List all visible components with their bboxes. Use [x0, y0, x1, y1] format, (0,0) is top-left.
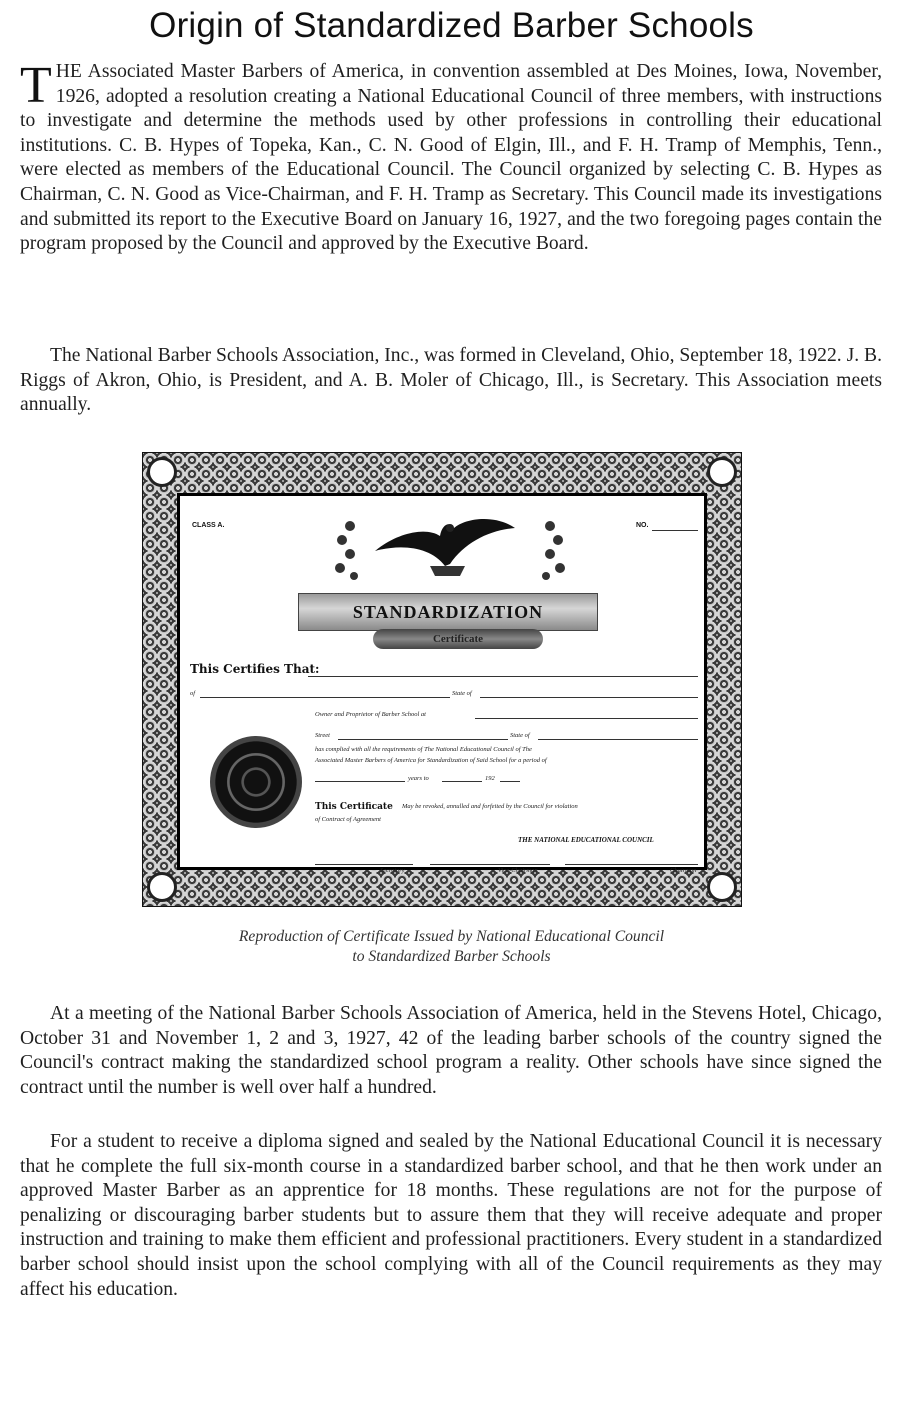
secretary-line: [315, 864, 413, 865]
corner-ornament-icon: [707, 872, 737, 902]
revocation-text: May be revoked, annulled and forfeited by the Council for violation: [402, 803, 578, 810]
corner-ornament-icon: [147, 457, 177, 487]
compliance-text-2: Associated Master Barbers of America for Standardization of Said School for a period of: [315, 757, 547, 764]
state-line: [480, 697, 698, 698]
laurel-right-icon: [530, 516, 580, 586]
paragraph-2: The National Barber Schools Association, Inc., was formed in Cleveland, Ohio, September 18, 1922. J. B. Riggs of Akron, Ohio, is President, and A. B. Moler of Chicago, Ill., is Secretary. This Association meets annually.: [20, 345, 882, 416]
owner-line: [475, 718, 698, 719]
name-line: [308, 676, 698, 677]
chairman-line: [565, 864, 698, 865]
owner-line-label: Owner and Proprietor of Barber School at: [315, 711, 426, 718]
of-label: of: [190, 690, 196, 697]
class-label: CLASS A.: [192, 522, 225, 529]
figure-caption: [0, 927, 903, 967]
certificate-panel: [180, 496, 704, 874]
certificate-image: [142, 452, 742, 907]
number-label: NO.: [636, 522, 649, 529]
number-line: [652, 530, 698, 531]
council-signature: THE NATIONAL EDUCATIONAL COUNCIL: [518, 836, 654, 844]
of-line: [200, 697, 450, 698]
corner-ornament-icon: [147, 872, 177, 902]
state-line-2: [538, 739, 698, 740]
caption-line-2: to Standardized Barber Schools: [352, 948, 551, 965]
revocation-text-2: of Contract of Agreement: [315, 816, 381, 823]
seal-icon: [210, 736, 302, 828]
paragraph-3: At a meeting of the National Barber Schools Association of America, held in the Stevens Hotel, Chicago, October 31 and November 1, 2 and 3, 1927, 42 of the leading barber schools of the country signed the Council's contract making the standardized school program a reality. Other schools have since signed the contract until the number is well over half a hundred.: [20, 1003, 882, 1098]
page-title: Origin of Standardized Barber Schools: [149, 6, 754, 45]
paragraph-1-text: HE Associated Master Barbers of America, in convention assembled at Des Moines, Iowa, November, 1926, adopted a resolution creating a National Educational Council of three members, with instructions to investigate and determine the methods used by other professions in controlling their educational institutions. C. B. Hypes of Topeka, Kan., C. N. Good of Elgin, Ill., and F. H. Tramp of Memphis, Tenn., were elected as members of the Educational Council. The Council organized by selecting C. B. Hypes as Chairman, C. N. Good as Vice-Chairman, and F. H. Tramp as Secretary. This Council made its investigations and submitted its report to the Executive Board on January 16, 1927, and the two foregoing pages contain the program proposed by the Council and approved by the Executive Board.: [20, 61, 882, 255]
secretary-label: Secretary: [380, 867, 405, 874]
state-label: State of: [452, 690, 472, 697]
chairman-label: Chairman: [670, 867, 697, 874]
certificate-ribbon: Certificate: [373, 629, 543, 649]
vice-chairman-line: [430, 864, 550, 865]
years-line: [315, 781, 405, 782]
compliance-text-1: has complied with all the requirements of The National Educational Council of The: [315, 746, 532, 753]
years-label: years to: [408, 775, 429, 782]
to-line: [442, 781, 482, 782]
year-line: [500, 781, 520, 782]
drop-cap: T: [20, 57, 52, 114]
eagle-icon: [370, 506, 520, 576]
certifies-heading: This Certifies That:: [190, 662, 320, 676]
laurel-left-icon: [320, 516, 370, 586]
vice-chairman-label: Vice-Chairman: [498, 867, 538, 874]
year-label: 192: [485, 775, 495, 782]
paragraph-1: [20, 57, 882, 257]
street-line: [338, 739, 508, 740]
certificate-frame: [177, 493, 707, 874]
standardization-banner: STANDARDIZATION: [298, 593, 598, 631]
paragraph-4: For a student to receive a diploma signed and sealed by the National Educational Council it is necessary that he complete the full six-month course in a standardized barber school, and that he then work under an approved Master Barber as an apprentice for 18 months. These regulations are not for the purpose of penalizing or discouraging barber students but to assure them that they will receive adequate and proper instruction and training to make them efficient and professional practitioners. Every student in a standardized barber school should insist upon the school complying with all of the Council requirements as they may affect his education.: [20, 1131, 882, 1300]
state-label-2: State of: [510, 732, 530, 739]
street-label: Street: [315, 732, 330, 739]
caption-line-1: Reproduction of Certificate Issued by National Educational Council: [238, 928, 665, 945]
corner-ornament-icon: [707, 457, 737, 487]
this-certificate-label: This Certificate: [315, 802, 393, 812]
